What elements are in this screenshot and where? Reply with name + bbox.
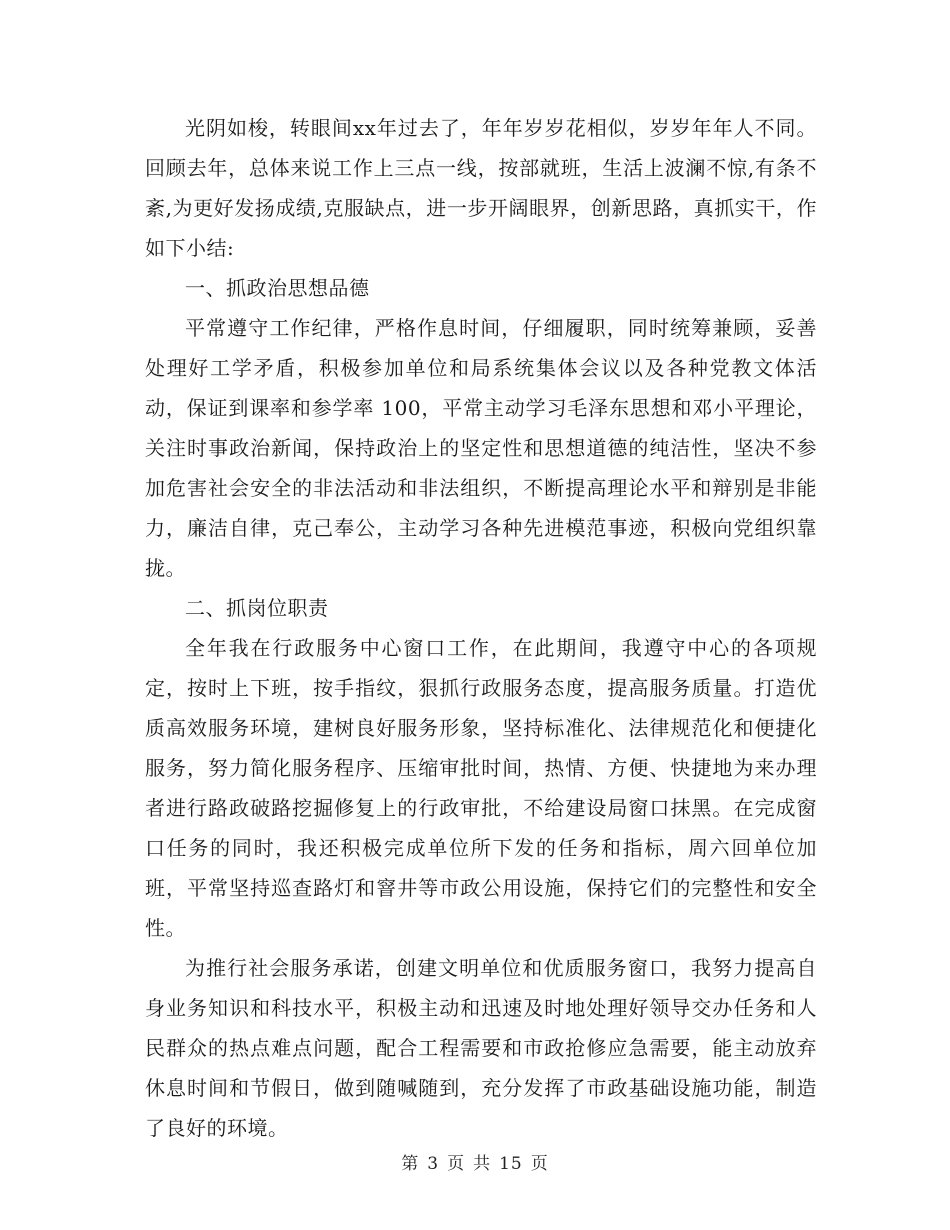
footer-total-pages: 15 xyxy=(499,1154,523,1174)
footer-current-page: 3 xyxy=(427,1154,440,1174)
document-body xyxy=(145,108,817,1148)
paragraph-service: 为推行社会服务承诺，创建文明单位和优质服务窗口，我努力提高自身业务知识和科技水平，积极主动和迅速及时地处理好领导交办任务和人民群众的热点难点问题，配合工程需要和市政抢修应急需要，能主动放弃休息时间和节假日，做到随喊随到，充分发挥了市政基础设施功能，制造了良好的环境。 xyxy=(145,956,817,1140)
section-heading-duties: 二、抓岗位职责 xyxy=(185,596,329,620)
footer-label-page-unit: 页 xyxy=(447,1154,466,1174)
footer-label-total-unit: 页 xyxy=(530,1154,549,1174)
paragraph-duties: 全年我在行政服务中心窗口工作，在此期间，我遵守中心的各项规定，按时上下班，按手指纹，狠抓行政服务态度，提高服务质量。打造优质高效服务环境，建树良好服务形象，坚持标准化、法律规范化和便捷化服务，努力简化服务程序、压缩审批时间，热情、方便、快捷地为来办理者进行路政破路挖掘修复上的行政审批，不给建设局窗口抹黑。在完成窗口任务的同时，我还积极完成单位所下发的任务和指标，周六回单位加班，平常坚持巡查路灯和窨井等市政公用设施，保持它们的完整性和安全性。 xyxy=(145,636,817,940)
section-heading-politics: 一、抓政治思想品德 xyxy=(185,276,370,300)
footer-label-page: 第 xyxy=(401,1154,420,1174)
footer-label-total: 共 xyxy=(473,1154,492,1174)
paragraph-politics: 平常遵守工作纪律，严格作息时间，仔细履职，同时统筹兼顾，妥善处理好工学矛盾，积极参加单位和局系统集体会议以及各种党教文体活动，保证到课率和参学率 100，平常主动学习毛泽东思想和邓小平理论，关注时事政治新闻，保持政治上的坚定性和思想道德的纯洁性，坚决不参加危害社会安全的非法活动和非法组织，不断提高理论水平和辩别是非能力，廉洁自律，克己奉公，主动学习各种先进模范事迹，积极向党组织靠拢。 xyxy=(145,316,817,580)
paragraph-intro: 光阴如梭，转眼间xx年过去了，年年岁岁花相似，岁岁年年人不同。回顾去年，总体来说工作上三点一线，按部就班，生活上波澜不惊,有条不紊,为更好发扬成绩,克服缺点，进一步开阔眼界，创新思路，真抓实干，作如下小结: xyxy=(145,116,817,260)
page-number-footer xyxy=(0,1152,950,1176)
